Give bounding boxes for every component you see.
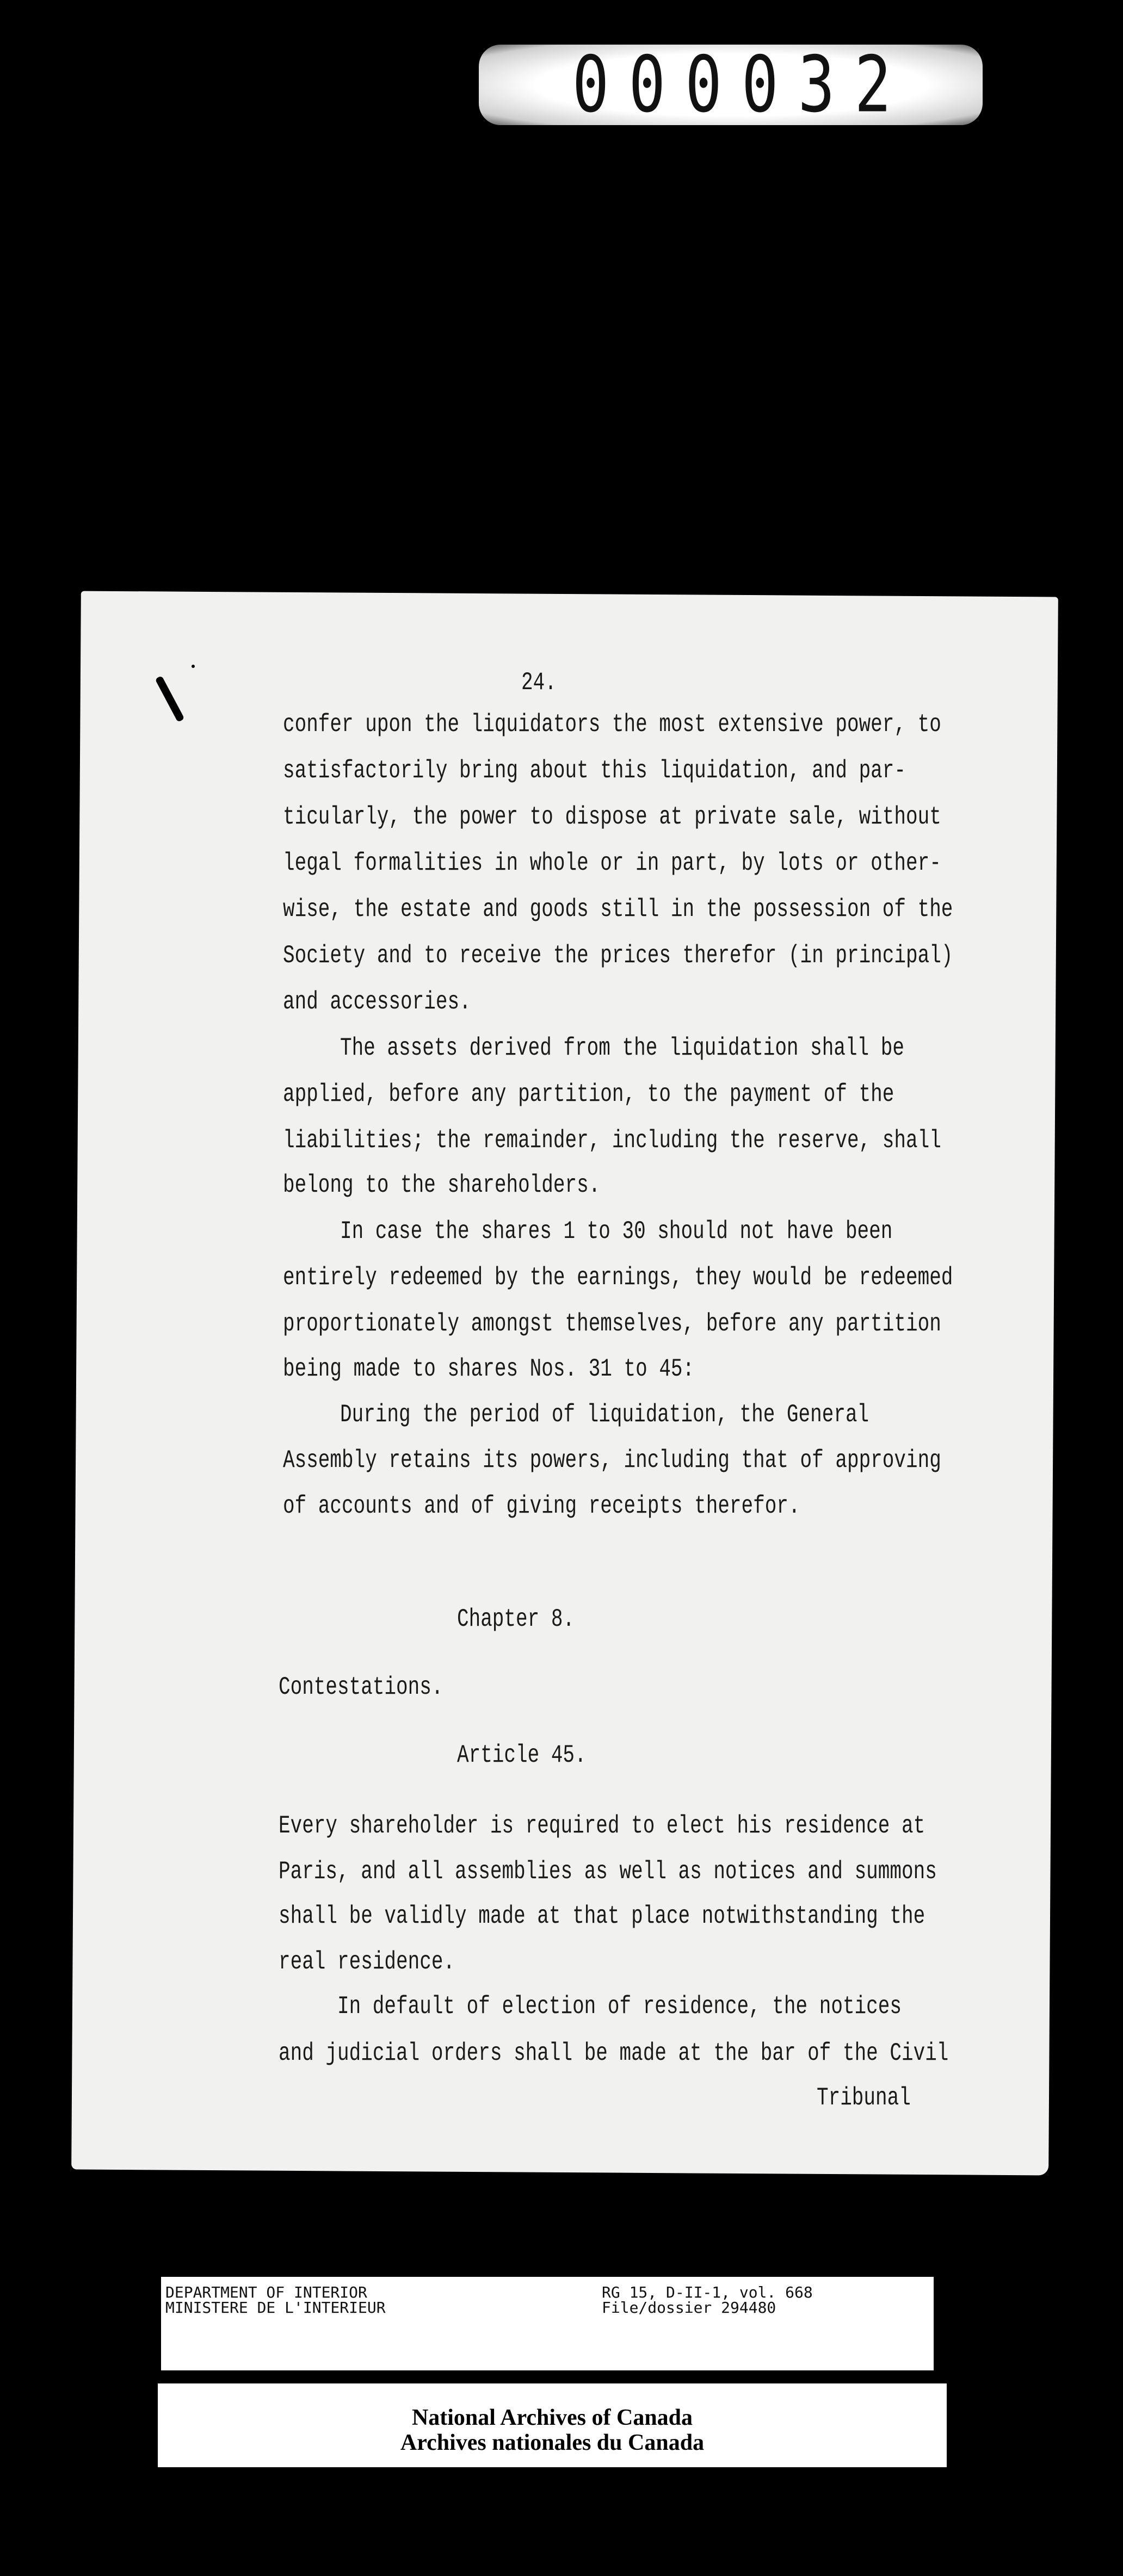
- text-line: Society and to receive the prices therefor (in principal): [283, 941, 953, 970]
- archive-reference-label: [161, 2277, 934, 2370]
- article-heading: Article 45.: [457, 1741, 587, 1770]
- text-line: entirely redeemed by the earnings, they would be redeemed: [283, 1263, 953, 1292]
- archives-banner: [158, 2383, 947, 2467]
- text-line: wise, the estate and goods still in the possession of the: [283, 895, 953, 924]
- page-number: 24.: [521, 668, 557, 697]
- department-fr: MINISTERE DE L'INTERIEUR: [165, 2299, 386, 2317]
- frame-number: 000032: [572, 40, 911, 130]
- text-line: confer upon the liquidators the most extensive power, to: [283, 710, 941, 739]
- text-line: belong to the shareholders.: [283, 1171, 601, 1200]
- text-line: Every shareholder is required to elect his residence at: [279, 1811, 925, 1841]
- text-line: and judicial orders shall be made at the bar of the Civil: [279, 2039, 949, 2068]
- file-number: File/dossier 294480: [602, 2299, 776, 2317]
- text-line: Assembly retains its powers, including that of approving: [283, 1446, 941, 1475]
- text-line: shall be validly made at that place notwithstanding the: [279, 1902, 925, 1931]
- archives-name-en: National Archives of Canada: [411, 2405, 693, 2430]
- text-line: The assets derived from the liquidation shall be: [340, 1033, 904, 1063]
- text-line: In case the shares 1 to 30 should not have been: [340, 1217, 893, 1246]
- archives-name-fr: Archives nationales du Canada: [400, 2430, 705, 2455]
- chapter-title: Contestations.: [279, 1673, 443, 1702]
- text-line: proportionately amongst themselves, before any partition: [283, 1309, 941, 1339]
- text-line: Paris, and all assemblies as well as notices and summons: [279, 1857, 937, 1886]
- text-line: legal formalities in whole or in part, by lots or other-: [283, 849, 941, 878]
- text-line: of accounts and of giving receipts therefor.: [283, 1491, 800, 1521]
- text-line: In default of election of residence, the notices: [337, 1992, 902, 2021]
- text-line: liabilities; the remainder, including the reserve, shall: [283, 1126, 941, 1155]
- text-line: During the period of liquidation, the General: [340, 1400, 869, 1429]
- text-line: satisfactorily bring about this liquidation, and par-: [283, 756, 906, 785]
- ink-dot: [192, 665, 195, 668]
- text-line: real residence.: [279, 1947, 455, 1977]
- text-line: applied, before any partition, to the payment of the: [283, 1080, 894, 1109]
- department-en: DEPARTMENT OF INTERIOR: [165, 2283, 367, 2301]
- catchword: Tribunal: [817, 2083, 911, 2113]
- text-line: ticularly, the power to dispose at private sale, without: [283, 802, 941, 832]
- text-line: and accessories.: [283, 987, 471, 1017]
- chapter-heading: Chapter 8.: [457, 1605, 575, 1634]
- record-group-reference: RG 15, D-II-1, vol. 668: [602, 2283, 813, 2301]
- text-line: being made to shares Nos. 31 to 45:: [283, 1354, 695, 1384]
- frame-number-stamp: [479, 40, 983, 130]
